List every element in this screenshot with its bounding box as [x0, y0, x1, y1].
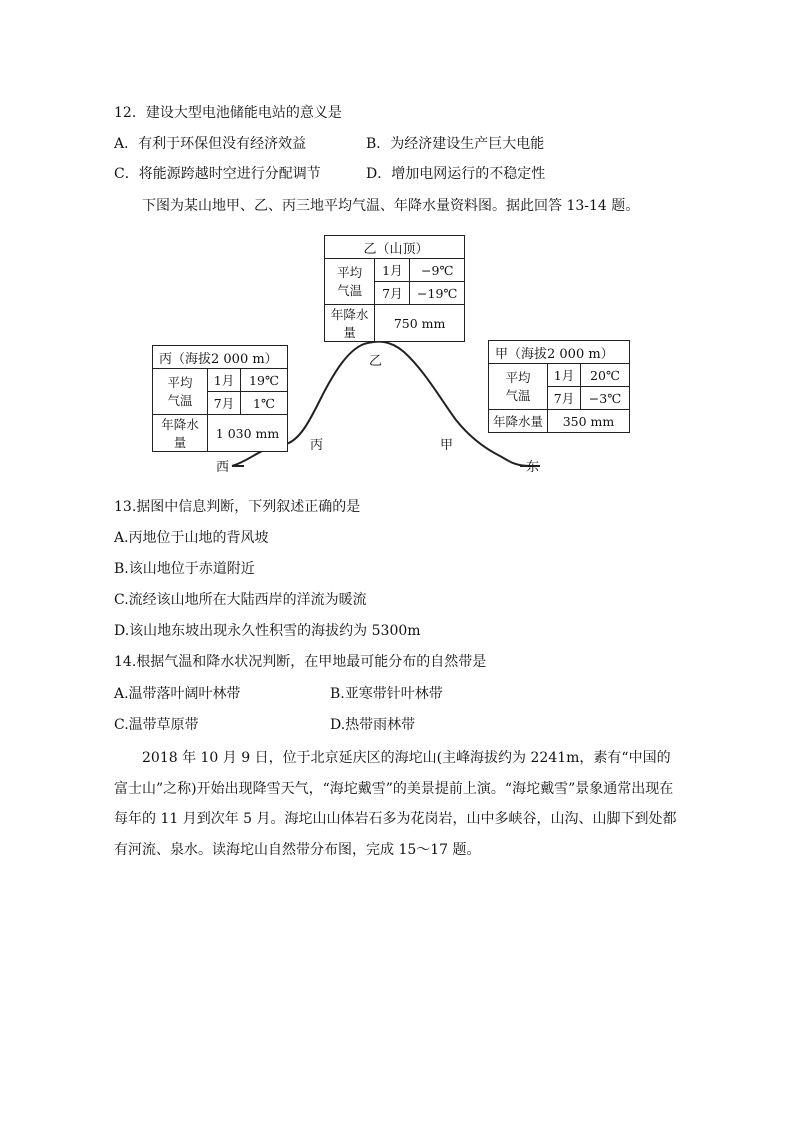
q14-option-d: D.热带雨林带: [330, 717, 416, 733]
q12-option-d: D．增加电网运行的不稳定性: [366, 166, 546, 182]
q12-stem: 12．建设大型电池储能电站的意义是: [114, 105, 342, 121]
bing-precip-value: 1 030 mm: [208, 415, 288, 452]
q12-option-c: C．将能源跨越时空进行分配调节: [114, 166, 321, 182]
yi-month-7: 7月: [375, 282, 410, 305]
yi-title: 乙（山顶）: [325, 236, 465, 259]
bing-avg-label-2: 气温: [167, 392, 193, 408]
bing-precip-label: 年降水量: [153, 415, 208, 452]
q13-option-d: D.该山地东坡出现永久性积雪的海拔约为 5300m: [114, 623, 421, 639]
q13-option-a: A.丙地位于山地的背风坡: [114, 530, 269, 546]
bing-temp-1: 19℃: [241, 369, 288, 392]
jia-precip-label: 年降水量: [489, 410, 548, 433]
bing-month-7: 7月: [208, 392, 241, 415]
bing-month-1: 1月: [208, 369, 241, 392]
jia-temp-7: −3℃: [581, 387, 630, 410]
jia-data-table: [488, 340, 630, 433]
jia-precip-value: 350 mm: [548, 410, 630, 433]
jia-avg-label-2: 气温: [505, 387, 531, 403]
intro-13-14: 下图为某山地甲、乙、丙三地平均气温、年降水量资料图。据此回答 13-14 题。: [142, 198, 640, 214]
yi-data-table: [324, 235, 465, 342]
jia-title: 甲（海拔2 000 m）: [489, 341, 630, 364]
q13-option-b: B.该山地位于赤道附近: [114, 561, 255, 577]
q14-option-b: B.亚寒带针叶林带: [330, 686, 443, 702]
jia-month-1: 1月: [548, 364, 581, 387]
yi-precip-label: 年降水量: [325, 305, 375, 342]
jia-avg-label-1: 平均: [505, 369, 531, 385]
yi-precip-value: 750 mm: [375, 305, 465, 342]
yi-avg-label-1: 平均: [337, 264, 363, 280]
bing-slope-label: 丙: [310, 438, 324, 453]
bing-data-table: [152, 345, 288, 452]
yi-temp-1: −9℃: [410, 259, 465, 282]
q12-option-a: A．有利于环保但没有经济效益: [114, 136, 307, 152]
q13-stem: 13.据图中信息判断，下列叙述正确的是: [114, 499, 361, 515]
jia-temp-1: 20℃: [581, 364, 630, 387]
q14-option-a: A.温带落叶阔叶林带: [114, 686, 241, 702]
peak-label: 乙: [369, 354, 383, 369]
yi-avg-label-2: 气温: [337, 282, 363, 298]
bing-temp-7: 1℃: [241, 392, 288, 415]
q12-option-b: B．为经济建设生产巨大电能: [366, 136, 545, 152]
q14-stem: 14.根据气温和降水状况判断，在甲地最可能分布的自然带是: [114, 654, 487, 670]
q13-option-c: C.流经该山地所在大陆西岸的洋流为暖流: [114, 592, 367, 608]
jia-month-7: 7月: [548, 387, 581, 410]
yi-temp-7: −19℃: [410, 282, 465, 305]
bing-title: 丙（海拔2 000 m）: [153, 346, 288, 369]
q14-option-c: C.温带草原带: [114, 717, 199, 733]
yi-month-1: 1月: [375, 259, 410, 282]
passage-15-17: 2018 年 10 月 9 日，位于北京延庆区的海坨山(主峰海拔约为 2241m，素有“中国的富士山”之称)开始出现降雪天气，“海坨戴雪”的美景提前上演。“海坨戴雪”景象通常出现在每年的 11 月到次年 5 月。海坨山山体岩石多为花岗岩，山中多峡谷，山沟、山脚下到处都有河流、泉水。读海坨山自然带分布图，完成 15～17 题。: [114, 750, 677, 858]
bing-avg-label-1: 平均: [167, 374, 193, 390]
jia-slope-label: 甲: [440, 438, 454, 453]
west-label: 西: [216, 460, 230, 475]
east-label: 东: [526, 460, 540, 475]
